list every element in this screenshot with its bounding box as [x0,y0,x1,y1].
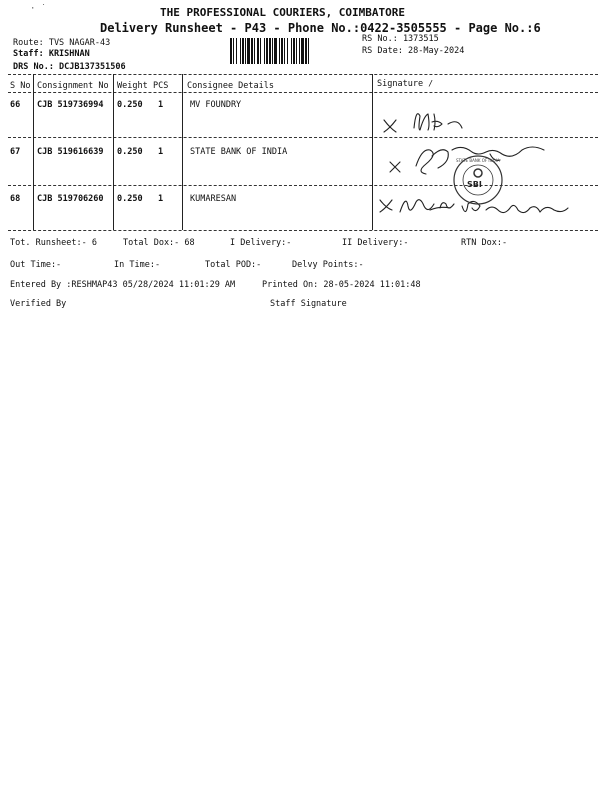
table-cell-consignee: MV FOUNDRY [190,100,242,110]
total-pod: Total POD:- [205,260,262,270]
table-cell-consignee: KUMARESAN [190,194,237,204]
speck-marks: · ˙ [30,4,47,14]
col-header-consignment: Consignment No [37,81,109,91]
barcode-image [230,38,355,64]
rs-number: RS No.: 1373515 [362,34,439,44]
col-header-consignee: Consignee Details [187,81,274,91]
entered-by: Entered By :RESHMAP43 05/28/2024 11:01:29 AM [10,280,236,290]
total-dox: Total Dox:- 68 [123,238,195,248]
svg-text:SBI: SBI [467,180,482,189]
table-cell-sno: 67 [10,147,21,157]
rs-date: RS Date: 28-May-2024 [362,46,465,56]
table-cell-weight: 0.250 [117,194,143,204]
col-header-weight: Weight [117,81,148,91]
rtn-dox: RTN Dox:- [461,238,508,248]
svg-text:STATE BANK OF INDIA: STATE BANK OF INDIA [456,158,500,163]
company-title: THE PROFESSIONAL COURIERS, COIMBATORE [160,6,406,19]
col-divider [113,74,114,230]
delivery-points: Delvy Points:- [292,260,364,270]
table-top-rule [8,74,598,75]
table-cell-weight: 0.250 [117,147,143,157]
table-cell-consignment: CJB 519706260 [37,194,104,204]
table-header-rule [8,92,598,93]
sbi-stamp [454,156,502,204]
col-divider [33,74,34,230]
table-cell-consignee: STATE BANK OF INDIA [190,147,288,157]
table-cell-sno: 68 [10,194,21,204]
col-header-pcs: PCS [153,81,169,91]
i-delivery: I Delivery:- [230,238,292,248]
table-cell-consignment: CJB 519616639 [37,147,104,157]
col-header-signature: Signature / [377,79,434,89]
verified-by: Verified By [10,299,67,309]
in-time: In Time:- [114,260,161,270]
ii-delivery: II Delivery:- [342,238,409,248]
staff-signature: Staff Signature [270,299,347,309]
out-time: Out Time:- [10,260,62,270]
runsheet-title: Delivery Runsheet - P43 - Phone No.:0422-3505555 - Page No.:6 [100,21,541,35]
printed-on: Printed On: 28-05-2024 11:01:48 [262,280,421,290]
drs-label: DRS No.: DCJB137351506 [13,62,126,72]
staff-label: Staff: KRISHNAN [13,49,90,59]
table-cell-weight: 0.250 [117,100,143,110]
table-cell-consignment: CJB 519736994 [37,100,104,110]
table-cell-pcs: 1 [158,100,164,110]
table-cell-pcs: 1 [158,147,164,157]
route-label: Route: TVS NAGAR-43 [13,38,111,48]
table-cell-sno: 66 [10,100,21,110]
total-runsheet: Tot. Runsheet:- 6 [10,238,97,248]
col-divider [182,74,183,230]
table-cell-pcs: 1 [158,194,164,204]
col-header-sno: S No [10,81,31,91]
handwritten-signatures [370,100,600,235]
